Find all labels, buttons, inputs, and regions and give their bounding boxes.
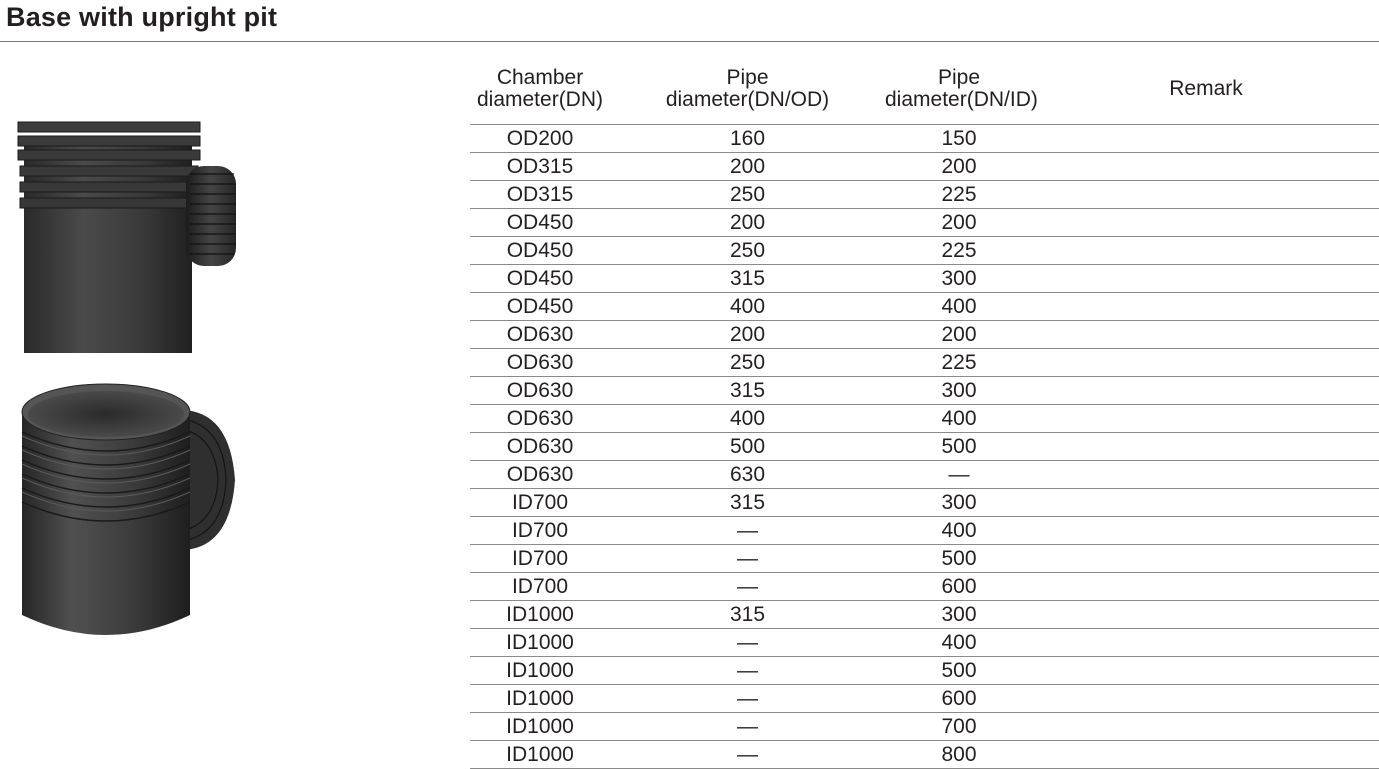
table-body [470, 125, 1379, 769]
cell-pipe-id: 500 [885, 545, 1033, 573]
cell-remark [1033, 265, 1379, 293]
cell-pipe-id: 300 [885, 601, 1033, 629]
cell-pipe-od: — [610, 545, 885, 573]
header-chamber-diameter: Chamber diameter(DN) [470, 54, 610, 125]
cell-pipe-id: 225 [885, 349, 1033, 377]
cell-chamber-diameter: OD630 [470, 349, 610, 377]
cell-pipe-id: — [885, 461, 1033, 489]
cell-chamber-diameter: OD630 [470, 433, 610, 461]
cell-pipe-id: 400 [885, 293, 1033, 321]
table-row [470, 685, 1379, 713]
cell-chamber-diameter: OD450 [470, 237, 610, 265]
cell-pipe-od: 400 [610, 293, 885, 321]
cell-chamber-diameter: ID1000 [470, 657, 610, 685]
cell-remark [1033, 293, 1379, 321]
cell-pipe-id: 500 [885, 657, 1033, 685]
table-row [470, 573, 1379, 601]
cell-pipe-od: 315 [610, 265, 885, 293]
table-row [470, 349, 1379, 377]
cell-remark [1033, 237, 1379, 265]
cell-remark [1033, 181, 1379, 209]
table-row [470, 321, 1379, 349]
cell-remark [1033, 657, 1379, 685]
page-title: Base with upright pit [6, 2, 278, 32]
cell-chamber-diameter: OD630 [470, 405, 610, 433]
cell-pipe-od: 630 [610, 461, 885, 489]
cell-pipe-od: 500 [610, 433, 885, 461]
cell-pipe-id: 150 [885, 125, 1033, 153]
table-row [470, 657, 1379, 685]
cell-chamber-diameter: ID700 [470, 573, 610, 601]
cell-pipe-id: 800 [885, 741, 1033, 769]
cell-chamber-diameter: OD630 [470, 321, 610, 349]
table-row [470, 601, 1379, 629]
cell-pipe-id: 600 [885, 573, 1033, 601]
cell-chamber-diameter: ID1000 [470, 741, 610, 769]
cell-pipe-od: — [610, 517, 885, 545]
cell-remark [1033, 125, 1379, 153]
header-remark: Remark [1033, 54, 1379, 125]
cell-remark [1033, 629, 1379, 657]
cell-pipe-od: 200 [610, 209, 885, 237]
product-illustration [10, 110, 250, 655]
header-pipe-od: Pipe diameter(DN/OD) [610, 54, 885, 125]
cell-remark [1033, 601, 1379, 629]
cell-pipe-id: 200 [885, 153, 1033, 181]
table-row [470, 293, 1379, 321]
table-row [470, 209, 1379, 237]
table-row [470, 377, 1379, 405]
table-row [470, 181, 1379, 209]
cell-pipe-od: 315 [610, 377, 885, 405]
table-row [470, 517, 1379, 545]
cell-remark [1033, 433, 1379, 461]
cell-chamber-diameter: OD630 [470, 461, 610, 489]
cell-pipe-od: 200 [610, 153, 885, 181]
cell-pipe-id: 200 [885, 321, 1033, 349]
cell-pipe-od: — [610, 685, 885, 713]
cell-remark [1033, 153, 1379, 181]
cell-pipe-id: 300 [885, 489, 1033, 517]
cell-chamber-diameter: OD630 [470, 377, 610, 405]
table-header-row [470, 54, 1379, 125]
cell-pipe-id: 200 [885, 209, 1033, 237]
cell-chamber-diameter: ID1000 [470, 629, 610, 657]
cell-remark [1033, 209, 1379, 237]
cell-remark [1033, 377, 1379, 405]
cell-chamber-diameter: ID700 [470, 489, 610, 517]
cell-chamber-diameter: ID700 [470, 545, 610, 573]
cell-remark [1033, 489, 1379, 517]
cell-pipe-id: 500 [885, 433, 1033, 461]
cell-chamber-diameter: ID700 [470, 517, 610, 545]
table-row [470, 405, 1379, 433]
title-divider [0, 41, 1379, 42]
cell-chamber-diameter: OD200 [470, 125, 610, 153]
cell-chamber-diameter: ID1000 [470, 601, 610, 629]
table-row [470, 741, 1379, 769]
table-row [470, 265, 1379, 293]
cell-pipe-id: 300 [885, 377, 1033, 405]
cell-pipe-id: 700 [885, 713, 1033, 741]
cell-remark [1033, 685, 1379, 713]
cell-pipe-id: 225 [885, 181, 1033, 209]
cell-pipe-od: — [610, 657, 885, 685]
cell-remark [1033, 545, 1379, 573]
cell-pipe-od: 250 [610, 181, 885, 209]
table-row [470, 433, 1379, 461]
table-row [470, 125, 1379, 153]
cell-pipe-id: 600 [885, 685, 1033, 713]
cell-chamber-diameter: OD450 [470, 293, 610, 321]
table-row [470, 461, 1379, 489]
cell-remark [1033, 461, 1379, 489]
cell-pipe-id: 225 [885, 237, 1033, 265]
table-row [470, 713, 1379, 741]
cell-pipe-id: 400 [885, 517, 1033, 545]
cell-remark [1033, 713, 1379, 741]
cell-remark [1033, 349, 1379, 377]
table-row [470, 545, 1379, 573]
cell-pipe-od: 315 [610, 601, 885, 629]
cell-pipe-od: — [610, 573, 885, 601]
cell-chamber-diameter: OD315 [470, 181, 610, 209]
cell-pipe-od: — [610, 713, 885, 741]
cell-remark [1033, 321, 1379, 349]
upright-pit-bottom-image [10, 370, 250, 660]
cell-pipe-od: — [610, 629, 885, 657]
table-row [470, 153, 1379, 181]
spec-table [470, 54, 1379, 769]
cell-chamber-diameter: ID1000 [470, 685, 610, 713]
table-row [470, 237, 1379, 265]
cell-pipe-id: 300 [885, 265, 1033, 293]
cell-pipe-od: 315 [610, 489, 885, 517]
cell-pipe-od: 250 [610, 349, 885, 377]
cell-remark [1033, 741, 1379, 769]
cell-pipe-od: — [610, 741, 885, 769]
cell-chamber-diameter: OD315 [470, 153, 610, 181]
table-row [470, 629, 1379, 657]
cell-pipe-od: 400 [610, 405, 885, 433]
cell-chamber-diameter: OD450 [470, 265, 610, 293]
cell-pipe-id: 400 [885, 405, 1033, 433]
cell-pipe-od: 250 [610, 237, 885, 265]
header-pipe-id: Pipe diameter(DN/ID) [885, 54, 1033, 125]
cell-pipe-od: 160 [610, 125, 885, 153]
cell-pipe-id: 400 [885, 629, 1033, 657]
cell-chamber-diameter: ID1000 [470, 713, 610, 741]
cell-remark [1033, 405, 1379, 433]
cell-remark [1033, 573, 1379, 601]
cell-chamber-diameter: OD450 [470, 209, 610, 237]
table-row [470, 489, 1379, 517]
upright-pit-top-image [10, 110, 250, 360]
cell-remark [1033, 517, 1379, 545]
cell-pipe-od: 200 [610, 321, 885, 349]
